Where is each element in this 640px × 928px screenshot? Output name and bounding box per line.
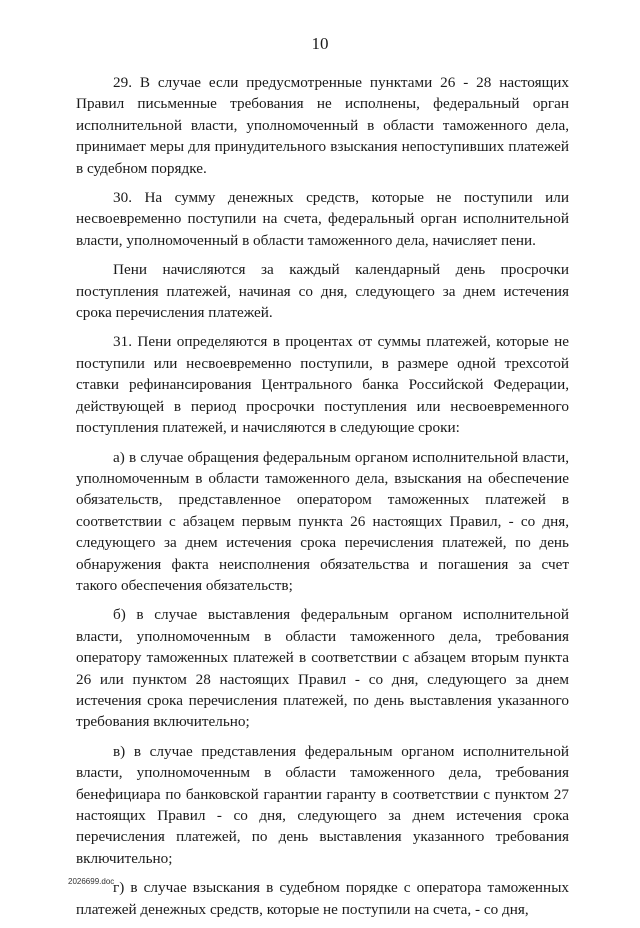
paragraph-29: 29. В случае если предусмотренные пунктами 26 - 28 настоящих Правил письменные требования не исполнены, федеральный орган исполнительной власти, уполномоченный в области таможенного дела, принимает меры для принудительного взыскания непоступивших платежей в судебном порядке. [76,74,569,177]
page-number: 10 [311,34,329,53]
document-filename: 2026699.doc [68,877,115,886]
paragraph-31-g: г) в случае взыскания в судебном порядке с оператора таможенных платежей денежных средств, которые не поступили на счета, - со дня, [76,879,569,918]
document-body [76,72,569,928]
paragraph-31-b: б) в случае выставления федеральным органом исполнительной власти, уполномоченным в области таможенного дела, требования оператору таможенных платежей в соответствии с абзацем вторым пункта 26 или пунктом 28 настоящих Правил - со дня, следующего за днем истечения срока перечисления платежей, по день выставления указанного требования включительно; [76,606,569,731]
paragraph-penalty-accrual: Пени начисляются за каждый календарный день просрочки поступления платежей, начиная со дня, следующего за днем истечения срока перечисления платежей. [76,261,569,322]
paragraph-31: 31. Пени определяются в процентах от суммы платежей, которые не поступили или несвоевременно поступили, в размере одной трехсотой ставки рефинансирования Центрального банка Российской Федерации, действующей в период просрочки поступления или несвоевременного поступления платежей, и начисляются в следующие сроки: [76,333,569,437]
paragraph-31-v: в) в случае представления федеральным органом исполнительной власти, уполномоченным в области таможенного дела, требования бенефициара по банковской гарантии гаранту в соответствии с пунктом 27 настоящих Правил - со дня, следующего за днем истечения срока перечисления платежей, по день выставления указанного требования включительно; [76,742,569,867]
paragraph-30: 30. На сумму денежных средств, которые не поступили или несвоевременно поступили на счета, федеральный орган исполнительной власти, уполномоченный в области таможенного дела, начисляет пени. [76,189,569,249]
paragraph-31-a: а) в случае обращения федеральным органом исполнительной власти, уполномоченным в области таможенного дела, взыскания на обеспечение обязательств, представленное оператором таможенных платежей в соответствии с абзацем первым пункта 26 настоящих Правил, - со дня, следующего за днем истечения срока перечисления платежей, по день обнаружения факта неисполнения обязательства и погашения за счет такого обеспечения обязательств; [76,448,569,594]
